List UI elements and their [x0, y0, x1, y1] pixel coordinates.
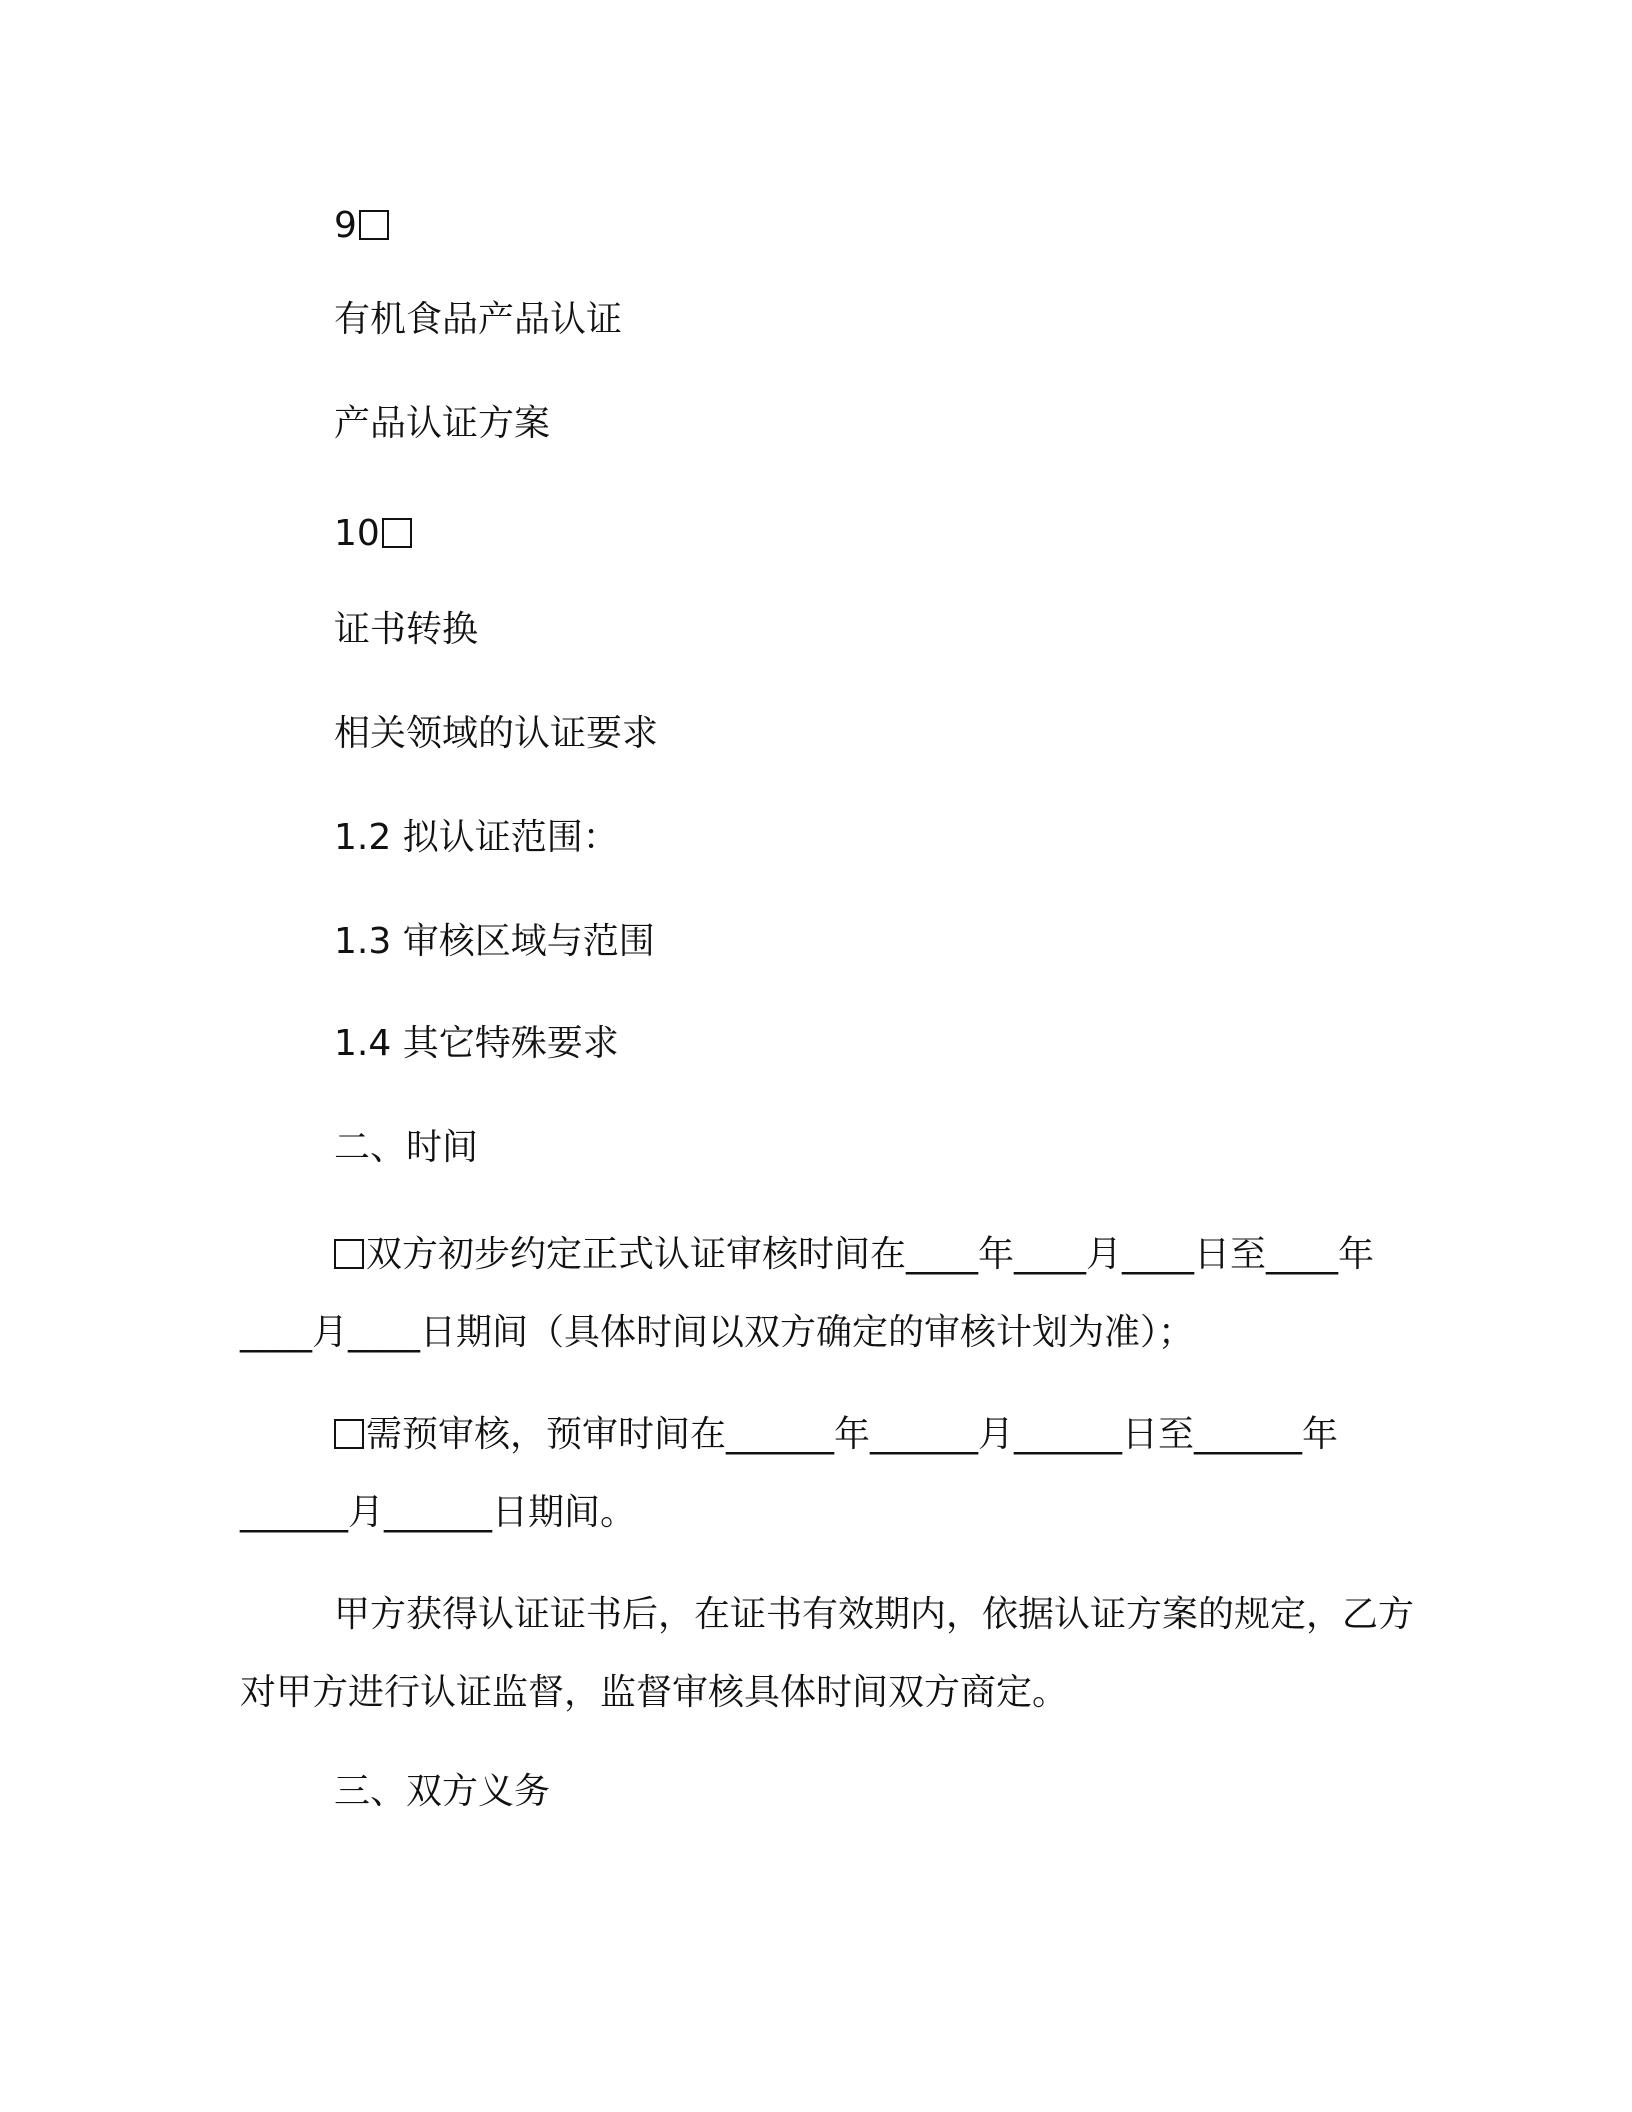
pre-audit-checkbox[interactable] [334, 1419, 364, 1449]
item-10-checkbox[interactable] [382, 518, 412, 548]
formal-audit-time-paragraph [240, 1216, 1430, 1372]
item-9-title: 有机食品产品认证 [334, 299, 623, 340]
pre-audit-time-text: 需预审核，预审时间在______年______月______日至______年______月______日期间。 [240, 1414, 1339, 1533]
pre-audit-time-paragraph [240, 1396, 1430, 1552]
item-9-checkbox[interactable] [359, 210, 389, 240]
supervision-paragraph: 甲方获得认证证书后，在证书有效期内，依据认证方案的规定，乙方对甲方进行认证监督，监督审核具体时间双方商定。 [240, 1594, 1415, 1713]
item-9-row [334, 202, 391, 250]
item-10-number: 10 [334, 513, 380, 554]
section-1-4: 1.4 其它特殊要求 [334, 1023, 619, 1064]
item-10-title: 证书转换 [334, 609, 479, 650]
section-1-2: 1.2 拟认证范围： [334, 817, 619, 858]
item-10-row [334, 510, 414, 558]
section-2-heading: 二、时间 [334, 1127, 479, 1168]
item-9-number: 9 [334, 205, 357, 246]
formal-audit-checkbox[interactable] [334, 1239, 364, 1269]
section-3-heading: 三、双方义务 [334, 1771, 551, 1812]
formal-audit-time-text: 双方初步约定正式认证审核时间在____年____月____日至____年____月____日期间（具体时间以双方确定的审核计划为准）； [240, 1234, 1375, 1353]
item-9-scheme: 产品认证方案 [334, 403, 551, 444]
item-10-scheme: 相关领域的认证要求 [334, 713, 659, 754]
section-1-3: 1.3 审核区域与范围 [334, 921, 655, 962]
